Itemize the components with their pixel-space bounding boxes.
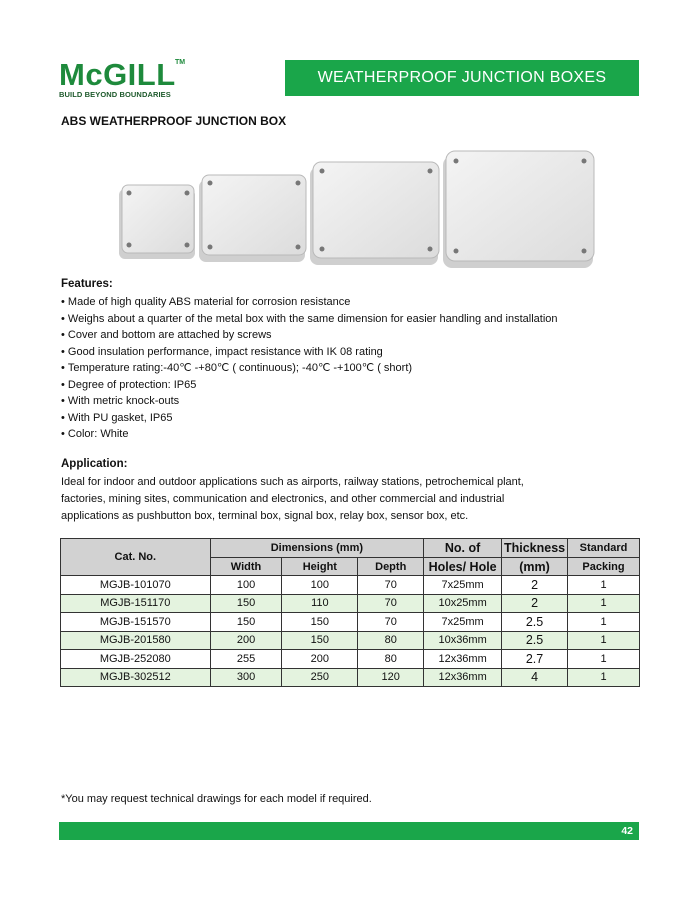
features-heading: Features: (61, 278, 113, 290)
feature-item: • Temperature rating:-40℃ -+80℃ ( continuous); -40℃ -+100℃ ( short) (61, 360, 558, 377)
table-row (61, 631, 640, 650)
junction-box-medium (199, 175, 306, 262)
table-row (61, 576, 640, 595)
cell-thickness: 2.5 (502, 631, 568, 650)
header-thickness-1: Thickness (502, 539, 568, 558)
cell-holes: 10x25mm (424, 594, 502, 613)
feature-item: • Degree of protection: IP65 (61, 377, 558, 394)
page-number: 42 (621, 825, 633, 837)
footer-bar (59, 822, 639, 840)
cell-cat-no: MGJB-151570 (61, 613, 211, 632)
cell-depth: 70 (358, 613, 424, 632)
cell-packing: 1 (568, 650, 640, 669)
logo-wordmark: McGILL (59, 57, 176, 92)
application-line: factories, mining sites, communication and electronics, and other commercial and industrial (61, 493, 505, 505)
header-banner: WEATHERPROOF JUNCTION BOXES (285, 60, 639, 96)
cell-packing: 1 (568, 594, 640, 613)
product-photo (110, 145, 610, 270)
logo-tagline: BUILD BEYOND BOUNDARIES (59, 90, 171, 99)
cell-thickness: 2.7 (502, 650, 568, 669)
junction-box-small (119, 185, 195, 259)
feature-item: • Color: White (61, 426, 558, 443)
application-line: Ideal for indoor and outdoor applications such as airports, railway stations, petrochemical plant, (61, 476, 524, 488)
cell-packing: 1 (568, 631, 640, 650)
feature-item: • Weighs about a quarter of the metal box with the same dimension for easier handling and installation (61, 311, 558, 328)
feature-item: • Good insulation performance, impact resistance with IK 08 rating (61, 344, 558, 361)
cell-holes: 10x36mm (424, 631, 502, 650)
cell-cat-no: MGJB-101070 (61, 576, 211, 595)
cell-thickness: 2 (502, 594, 568, 613)
application-heading: Application: (61, 458, 128, 470)
cell-depth: 80 (358, 631, 424, 650)
cell-height: 150 (282, 631, 358, 650)
cell-depth: 80 (358, 650, 424, 669)
cell-depth: 70 (358, 594, 424, 613)
cell-thickness: 2.5 (502, 613, 568, 632)
header-dimensions: Dimensions (mm) (210, 539, 424, 558)
cell-width: 100 (210, 576, 282, 595)
feature-item: • With PU gasket, IP65 (61, 410, 558, 427)
cell-height: 100 (282, 576, 358, 595)
spec-table (60, 538, 640, 687)
cell-depth: 70 (358, 576, 424, 595)
cell-holes: 7x25mm (424, 613, 502, 632)
cell-holes: 7x25mm (424, 576, 502, 595)
cell-height: 250 (282, 668, 358, 687)
cell-packing: 1 (568, 613, 640, 632)
application-line: applications as pushbutton box, terminal box, signal box, relay box, sensor box, etc. (61, 510, 469, 522)
cell-cat-no: MGJB-151170 (61, 594, 211, 613)
header-packing-1: Standard (568, 539, 640, 558)
header-holes-1: No. of (424, 539, 502, 558)
footnote: *You may request technical drawings for each model if required. (61, 793, 372, 805)
cell-packing: 1 (568, 576, 640, 595)
cell-holes: 12x36mm (424, 650, 502, 669)
header-thickness-2: (mm) (502, 558, 568, 576)
cell-cat-no: MGJB-252080 (61, 650, 211, 669)
cell-width: 255 (210, 650, 282, 669)
table-row (61, 613, 640, 632)
cell-holes: 12x36mm (424, 668, 502, 687)
header-width: Width (210, 558, 282, 576)
section-title: ABS WEATHERPROOF JUNCTION BOX (61, 114, 287, 128)
cell-thickness: 4 (502, 668, 568, 687)
header-holes-2: Holes/ Hole (424, 558, 502, 576)
header-cat-no: Cat. No. (61, 539, 211, 576)
header-depth: Depth (358, 558, 424, 576)
cell-depth: 120 (358, 668, 424, 687)
cell-cat-no: MGJB-302512 (61, 668, 211, 687)
application-text (61, 474, 601, 525)
header-height: Height (282, 558, 358, 576)
cell-packing: 1 (568, 668, 640, 687)
cell-thickness: 2 (502, 576, 568, 595)
cell-width: 150 (210, 613, 282, 632)
logo-trademark: TM (175, 59, 186, 66)
cell-height: 200 (282, 650, 358, 669)
cell-width: 300 (210, 668, 282, 687)
cell-width: 200 (210, 631, 282, 650)
features-list (61, 294, 558, 443)
cell-height: 150 (282, 613, 358, 632)
feature-item: • Made of high quality ABS material for corrosion resistance (61, 294, 558, 311)
feature-item: • Cover and bottom are attached by screws (61, 327, 558, 344)
cell-height: 110 (282, 594, 358, 613)
cell-cat-no: MGJB-201580 (61, 631, 211, 650)
table-row (61, 668, 640, 687)
junction-box-large (310, 162, 439, 265)
table-row (61, 594, 640, 613)
table-row (61, 650, 640, 669)
company-logo (59, 57, 186, 99)
header-packing-2: Packing (568, 558, 640, 576)
feature-item: • With metric knock-outs (61, 393, 558, 410)
cell-width: 150 (210, 594, 282, 613)
junction-box-xlarge (443, 151, 594, 268)
